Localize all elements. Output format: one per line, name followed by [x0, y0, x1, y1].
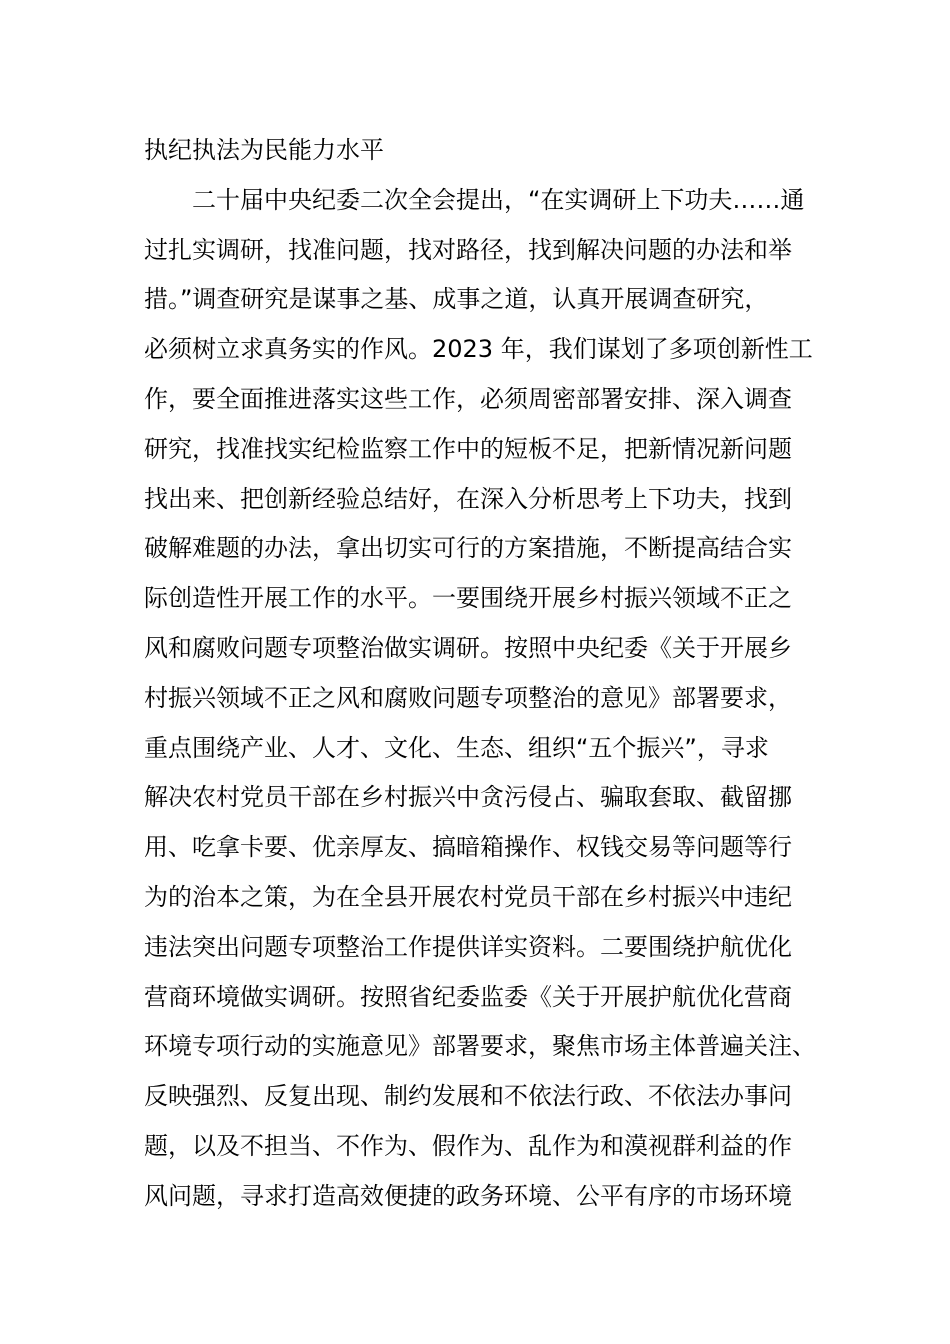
text-line: 用、吃拿卡要、优亲厚友、搞暗箱操作、权钱交易等问题等行	[144, 833, 792, 861]
text-line: 找出来、把创新经验总结好，在深入分析思考上下功夫，找到	[144, 485, 792, 513]
paragraph-first-line: 二十届中央纪委二次全会提出，“在实调研上下功夫……通	[192, 186, 805, 214]
text-line: 破解难题的办法，拿出切实可行的方案措施，不断提高结合实	[144, 534, 792, 562]
text-line: 执纪执法为民能力水平	[144, 136, 384, 164]
text-line: 环境专项行动的实施意见》部署要求，聚焦市场主体普遍关注、	[144, 1032, 816, 1060]
text-line: 风和腐败问题专项整治做实调研。按照中央纪委《关于开展乡	[144, 634, 792, 662]
text-line: 作，要全面推进落实这些工作，必须周密部署安排、深入调查	[144, 385, 792, 413]
text-line: 反映强烈、反复出现、制约发展和不依法行政、不依法办事问	[144, 1082, 792, 1110]
text-line: 措。”调查研究是谋事之基、成事之道，认真开展调查研究，	[144, 285, 769, 313]
text-line: 重点围绕产业、人才、文化、生态、组织“五个振兴”，寻求	[144, 734, 769, 762]
text-line: 村振兴领域不正之风和腐败问题专项整治的意见》部署要求，	[144, 684, 792, 712]
text-line: 违法突出问题专项整治工作提供详实资料。二要围绕护航优化	[144, 933, 792, 961]
text-line: 风问题，寻求打造高效便捷的政务环境、公平有序的市场环境	[144, 1182, 792, 1210]
text-line: 际创造性开展工作的水平。一要围绕开展乡村振兴领域不正之	[144, 584, 792, 612]
text-line: 为的治本之策，为在全县开展农村党员干部在乡村振兴中违纪	[144, 883, 792, 911]
text-line: 必须树立求真务实的作风。2023 年，我们谋划了多项创新性工	[144, 335, 813, 363]
text-line: 过扎实调研，找准问题，找对路径，找到解决问题的办法和举	[144, 236, 792, 264]
text-line: 营商环境做实调研。按照省纪委监委《关于开展护航优化营商	[144, 983, 792, 1011]
text-line: 解决农村党员干部在乡村振兴中贪污侵占、骗取套取、截留挪	[144, 783, 792, 811]
text-line: 研究，找准找实纪检监察工作中的短板不足，把新情况新问题	[144, 435, 792, 463]
text-line: 题，以及不担当、不作为、假作为、乱作为和漠视群利益的作	[144, 1132, 792, 1160]
